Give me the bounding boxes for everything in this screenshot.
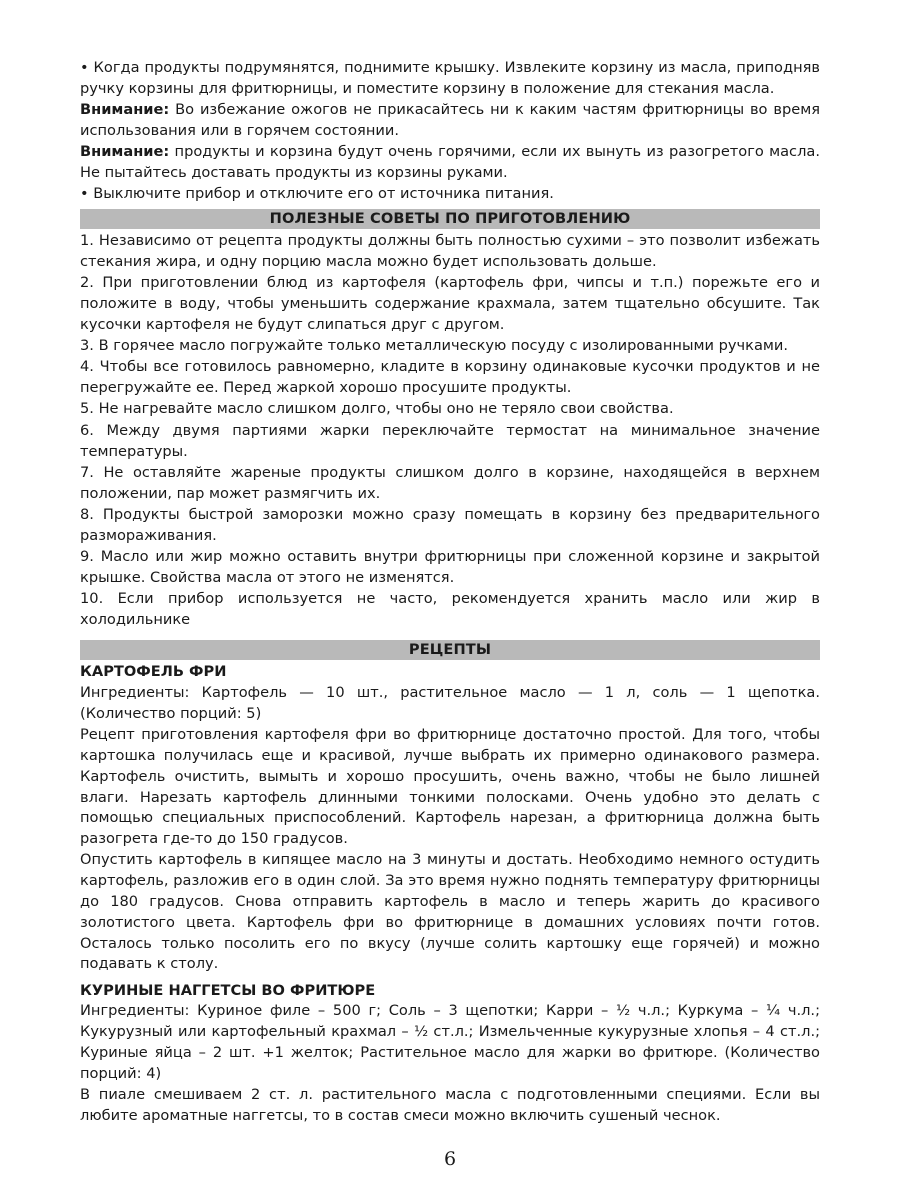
warning-label: Внимание: xyxy=(80,143,170,161)
recipe-fries-step-2: Опустить картофель в кипящее масло на 3 минуты и достать. Необходимо немного остудить картофель, разложив его в один слой. За это время нужно поднять температуру фритюрницы до 180 градусов. Снова отправить картофель в масло и теперь жарить до красивого золотистого цвета. Картофель фри во фритюрнице в домашних условиях почти готов. Осталось только посолить его по вкусу (лучше солить картошку еще горячей) и можно подавать к столу. xyxy=(80,851,820,973)
recipe-nuggets-step-1: В пиале смешиваем 2 ст. л. растительного масла с подготовленными специями. Если вы любите ароматные наггетсы, то в состав смеси можно включить сушеный чеснок. xyxy=(80,1086,820,1124)
intro-bullet-power-off: • Выключите прибор и отключите его от источника питания. xyxy=(80,185,554,203)
recipe-fries-step-1: Рецепт приготовления картофеля фри во фритюрнице достаточно простой. Для того, чтобы картошка получилась еще и красивой, лучше выбрать их примерно одинакового размера. Картофель очистить, вымыть и хорошо просушить, очень важно, чтобы не было лишней влаги. Нарезать картофель длинными тонкими полосками. Очень удобно это делать с помощью специальных приспособлений. Картофель нарезан, а фритюрница должна быть разогрета где-то до 150 градусов. xyxy=(80,726,820,848)
warning-burns xyxy=(80,100,820,142)
tip-item: 6. Между двумя партиями жарки переключайте термостат на минимальное значение температуры. xyxy=(80,421,820,460)
section-spacer xyxy=(80,631,820,636)
warning-hot-food xyxy=(80,142,820,184)
tip-item: 4. Чтобы все готовилось равномерно, кладите в корзину одинаковые кусочки продуктов и не перегружайте ее. Перед жаркой хорошо просушите продукты. xyxy=(80,358,820,397)
warning-hot-food-text: продукты и корзина будут очень горячими, если их вынуть из разогретого масла. Не пытайтесь доставать продукты из корзины руками. xyxy=(80,143,820,181)
recipe-nuggets-ingredients: Ингредиенты: Куриное филе – 500 г; Соль – 3 щепотки; Карри – ½ ч.л.; Куркума – ¼ ч.л.; Кукурузный или картофельный крахмал – ½ ст.л.; Измельченные кукурузные хлопья – 4 ст.л.; Куриные яйца – 2 шт. +1 желток; Растительное масло для жарки во фритюре. (Количество порций: 4) xyxy=(80,1002,820,1082)
tips-list xyxy=(80,231,820,631)
warning-label: Внимание: xyxy=(80,101,170,119)
tip-item: 10. Если прибор используется не часто, рекомендуется хранить масло или жир в холодильнике xyxy=(80,590,820,628)
tip-item: 1. Независимо от рецепта продукты должны быть полностью сухими – это позволит избежать стекания жира, и одну порцию масла можно будет использовать дольше. xyxy=(80,232,820,270)
tip-item: 3. В горячее масло погружайте только металлическую посуду с изолированными ручками. xyxy=(80,337,789,355)
tip-item: 9. Масло или жир можно оставить внутри фритюрницы при сложенной корзине и закрытой крышке. Свойства масла от этого не изменятся. xyxy=(80,548,820,586)
intro-bullet-remove-basket: • Когда продукты подрумянятся, поднимите крышку. Извлеките корзину из масла, приподняв ручку корзины для фритюрницы, и поместите корзину в положение для стекания масла. xyxy=(80,59,820,97)
tip-item: 8. Продукты быстрой заморозки можно сразу помещать в корзину без предварительного размораживания. xyxy=(80,505,820,544)
tip-item: 7. Не оставляйте жареные продукты слишком долго в корзине, находящейся в верхнем положении, пар может размягчить их. xyxy=(80,463,820,502)
page-number: 6 xyxy=(443,1148,457,1170)
recipe-title-fries: КАРТОФЕЛЬ ФРИ xyxy=(80,663,227,681)
tips-section-heading: ПОЛЕЗНЫЕ СОВЕТЫ ПО ПРИГОТОВЛЕНИЮ xyxy=(80,209,820,229)
recipes-section-heading: РЕЦЕПТЫ xyxy=(80,640,820,660)
recipe-fries-ingredients: Ингредиенты: Картофель — 10 шт., растительное масло — 1 л, соль — 1 щепотка. (Количество порций: 5) xyxy=(80,684,820,722)
recipe-title-nuggets: КУРИНЫЕ НАГГЕТСЫ ВО ФРИТЮРЕ xyxy=(80,981,376,999)
warning-burns-text: Во избежание ожогов не прикасайтесь ни к каким частям фритюрницы во время использования или в горячем состоянии. xyxy=(80,101,820,139)
document-page xyxy=(80,58,820,1127)
tip-item: 2. При приготовлении блюд из картофеля (картофель фри, чипсы и т.п.) порежьте его и положите в воду, чтобы уменьшить содержание крахмала, затем тщательно обсушите. Так кусочки картофеля не будут слипаться друг с другом. xyxy=(80,274,820,333)
tip-item: 5. Не нагревайте масло слишком долго, чтобы оно не теряло свои свойства. xyxy=(80,400,674,418)
